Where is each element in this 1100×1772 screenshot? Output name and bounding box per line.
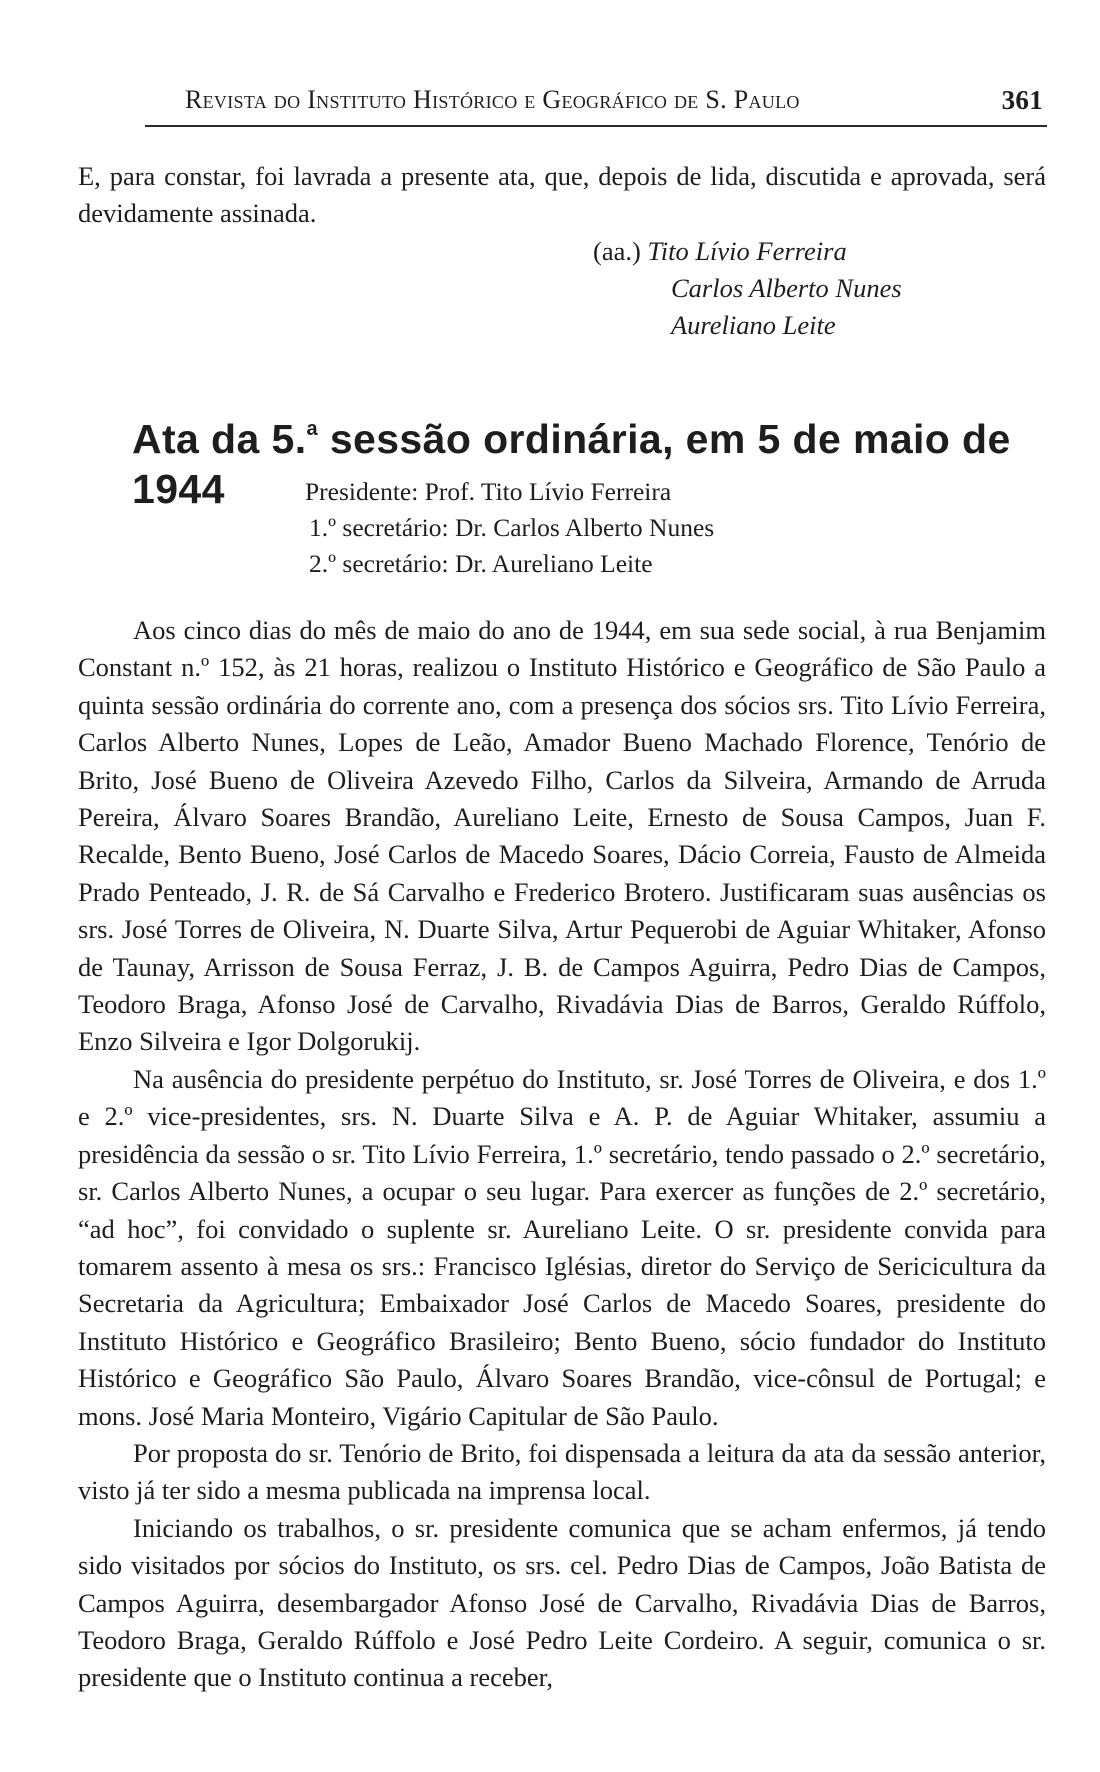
session-title-sup: a — [306, 418, 319, 440]
officer-second-secretary: 2.º secretário: Dr. Aureliano Leite — [309, 549, 653, 578]
closing-text: E, para constar, foi lavrada a presente ata, que, depois de lida, discutida e aprovada, será devidamente assinada. — [78, 161, 1046, 229]
page-number: 361 — [1001, 85, 1043, 115]
minutes-paragraph: Aos cinco dias do mês de maio do ano de 1944, em sua sede social, à rua Benjamim Constant n.º 152, às 21 horas, realizou o Instituto Histórico e Geográfico de São Paulo a quinta sessão ordinária do corrente ano, com a presença dos sócios srs. Tito Lívio Ferreira, Carlos Alberto Nunes, Lopes de Leão, Amador Bueno Machado Florence, Tenório de Brito, José Bueno de Oliveira Azevedo Filho, Carlos da Silveira, Armando de Arruda Pereira, Álvaro Soares Brandão, Aureliano Leite, Ernesto de Sousa Campos, Juan F. Recalde, Bento Bueno, José Carlos de Macedo Soares, Dácio Correia, Fausto de Almeida Prado Penteado, J. R. de Sá Carvalho e Frederico Brotero. Justificaram suas ausências os srs. José Torres de Oliveira, N. Duarte Silva, Artur Pequerobi de Aguiar Whitaker, Afonso de Taunay, Arrisson de Sousa Ferraz, J. B. de Campos Aguirra, Pedro Dias de Campos, Teodoro Braga, Afonso José de Carvalho, Rivadávia Dias de Barros, Geraldo Rúffolo, Enzo Silveira e Igor Dolgorukij. — [78, 615, 1046, 1057]
minutes-paragraph: Iniciando os trabalhos, o sr. presidente comunica que se acham enfermos, já tendo sido visitados por sócios do Instituto, os srs. cel. Pedro Dias de Campos, João Batista de Campos Aguirra, desembargador Afonso José de Carvalho, Rivadávia Dias de Barros, Teodoro Braga, Geraldo Rúffolo e José Pedro Leite Cordeiro. A seguir, comunica o sr. presidente que o Instituto continua a receber, — [78, 1512, 1046, 1693]
signature-name: Tito Lívio Ferreira — [647, 236, 847, 266]
officer-first-secretary: 1.º secretário: Dr. Carlos Alberto Nunes — [309, 513, 715, 542]
officer-president: Presidente: Prof. Tito Lívio Ferreira — [305, 477, 672, 506]
officers-list — [305, 474, 714, 582]
session-title-pre: Ata da 5. — [132, 416, 307, 462]
signature-name: Carlos Alberto Nunes — [671, 273, 902, 303]
minutes-paragraph: Por proposta do sr. Tenório de Brito, foi dispensada a leitura da ata da sessão anterior, visto já ter sido a mesma publicada na imprensa local. — [78, 1437, 1046, 1506]
signature-prefix: (aa.) — [593, 236, 641, 266]
minutes-paragraph: Na ausência do presidente perpétuo do Instituto, sr. José Torres de Oliveira, e dos 1.º e 2.º vice-presidentes, srs. N. Duarte Silva e A. P. de Aguiar Whitaker, assumiu a presidência da sessão o sr. Tito Lívio Ferreira, 1.º secretário, tendo passado o 2.º secretário, sr. Carlos Alberto Nunes, a ocupar o seu lugar. Para exercer as funções de 2.º secretário, “ad hoc”, foi convidado o suplente sr. Aureliano Leite. O sr. presidente convida para tomarem assento à mesa os srs.: Francisco Iglésias, diretor do Serviço de Sericicultura da Secretaria da Agricultura; Embaixador José Carlos de Macedo Soares, presidente do Instituto Histórico e Geográfico Brasileiro; Bento Bueno, sócio fundador do Instituto Histórico e Geográfico São Paulo, Álvaro Soares Brandão, vice-cônsul de Portugal; e mons. José Maria Monteiro, Vigário Capitular de São Paulo. — [78, 1063, 1046, 1431]
header-rule — [145, 125, 1047, 127]
journal-title: Revista do Instituto Histórico e Geográfico de S. Paulo — [185, 85, 800, 114]
closing-paragraph — [78, 158, 1046, 233]
minutes-body — [78, 612, 1046, 1697]
signature-line-1 — [593, 233, 902, 270]
signature-block — [593, 233, 902, 344]
session-title-post: sessão ordinária, em 5 de maio de 1944 — [132, 416, 1011, 512]
signature-name: Aureliano Leite — [671, 310, 836, 340]
running-header — [185, 84, 1043, 116]
